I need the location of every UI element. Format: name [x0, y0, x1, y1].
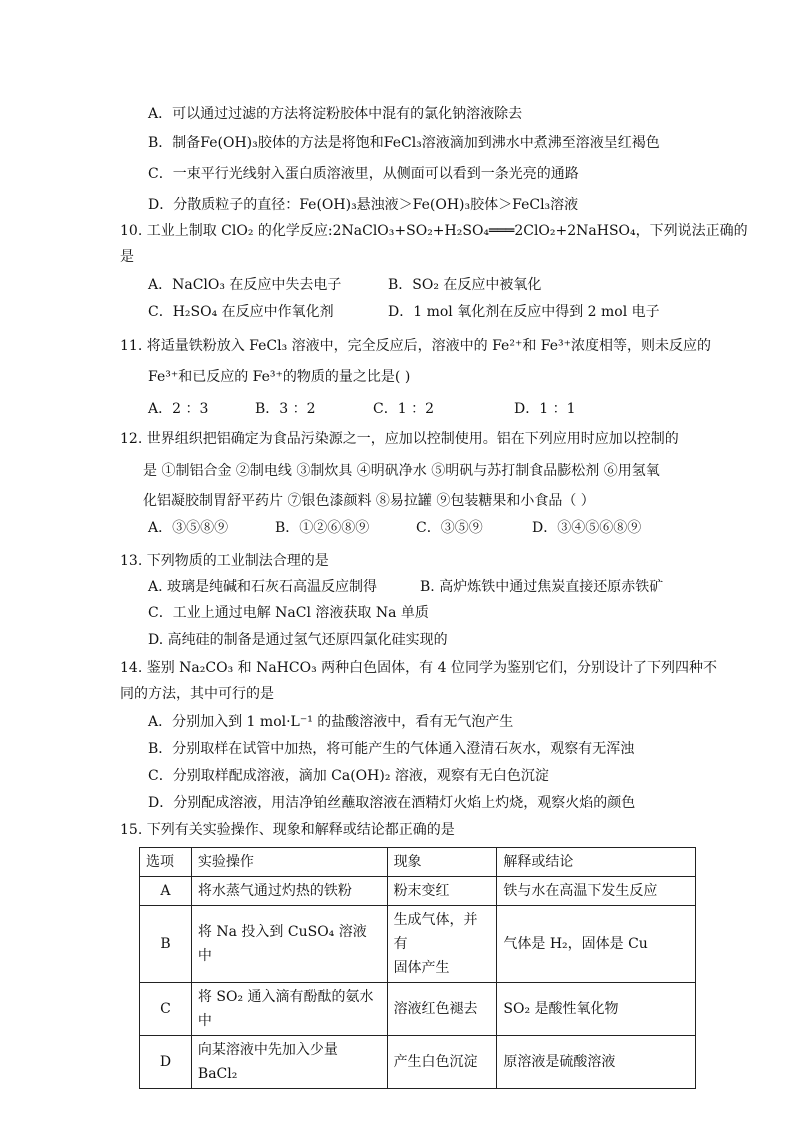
row-option: B [140, 906, 192, 983]
q12-option-c: C．③⑤⑨ [416, 520, 483, 536]
row-phenomenon: 粉末变红 [387, 877, 497, 906]
row-operation: 将 Na 投入到 CuSO₄ 溶液中 [191, 906, 387, 983]
q9-option-a: A．可以通过过滤的方法将淀粉胶体中混有的氯化钠溶液除去 [148, 106, 523, 122]
q9-option-c: C．一束平行光线射入蛋白质溶液里，从侧面可以看到一条光亮的通路 [148, 166, 579, 182]
table-row [140, 906, 696, 983]
q14-stem-line2: 同的方法，其中可行的是 [120, 686, 274, 702]
table-row [140, 877, 696, 906]
row-phenomenon: 产生白色沉淀 [387, 1036, 497, 1089]
q13-option-b: B. 高炉炼铁中通过焦炭直接还原赤铁矿 [420, 579, 664, 595]
q11-option-a: A．2 ：3 [148, 401, 209, 417]
q12-option-a: A．③⑤⑧⑨ [148, 520, 229, 536]
row-option: D [140, 1036, 192, 1089]
row-operation: 向某溶液中先加入少量 BaCl₂ [191, 1036, 387, 1089]
q13-stem: 13. 下列物质的工业制法合理的是 [120, 553, 329, 569]
header-conclusion: 解释或结论 [497, 848, 696, 877]
q12-stem-line1: 12. 世界组织把铝确定为食品污染源之一，应加以控制使用。铝在下列应用时应加以控制的 [120, 431, 679, 447]
table-row [140, 983, 696, 1036]
q14-option-b: B．分别取样在试管中加热，将可能产生的气体通入澄清石灰水，观察有无浑浊 [148, 741, 635, 757]
q13-option-d: D. 高纯硅的制备是通过氢气还原四氯化硅实现的 [148, 632, 448, 648]
q10-stem-line1: 10. 工业上制取 ClO₂ 的化学反应:2NaClO₃+SO₂+H₂SO₄═══2ClO₂+2NaHSO₄，下列说法正确的 [120, 223, 748, 239]
q10-stem-line2: 是 [120, 249, 134, 265]
q11-option-b: B．3 ：2 [255, 401, 316, 417]
row-operation: 将水蒸气通过灼热的铁粉 [191, 877, 387, 906]
row-option: C [140, 983, 192, 1036]
q13-option-c: C．工业上通过电解 NaCl 溶液获取 Na 单质 [148, 605, 429, 621]
q11-stem-line1: 11. 将适量铁粉放入 FeCl₃ 溶液中，完全反应后，溶液中的 Fe²⁺和 Fe³⁺浓度相等，则未反应的 [120, 338, 712, 354]
q10-option-d: D．1 mol 氧化剂在反应中得到 2 mol 电子 [388, 304, 660, 320]
q10-option-b: B．SO₂ 在反应中被氧化 [388, 277, 542, 293]
q14-stem-line1: 14. 鉴别 Na₂CO₃ 和 NaHCO₃ 两种白色固体，有 4 位同学为鉴别它们，分别设计了下列四种不 [120, 660, 717, 676]
header-phenomenon: 现象 [387, 848, 497, 877]
row-option: A [140, 877, 192, 906]
q10-option-a: A．NaClO₃ 在反应中失去电子 [148, 277, 342, 293]
row-conclusion: 铁与水在高温下发生反应 [497, 877, 696, 906]
q14-option-c: C．分别取样配成溶液，滴加 Ca(OH)₂ 溶液，观察有无白色沉淀 [148, 768, 549, 784]
row-phenomenon: 溶液红色褪去 [387, 983, 497, 1036]
row-phenomenon [387, 906, 497, 983]
q9-option-b: B．制备Fe(OH)₃胶体的方法是将饱和FeCl₃溶液滴加到沸水中煮沸至溶液呈红褐色 [148, 135, 660, 151]
q12-option-b: B．①②⑥⑧⑨ [275, 520, 370, 536]
q15-stem: 15. 下列有关实验操作、现象和解释或结论都正确的是 [120, 822, 455, 838]
q12-option-d: D．③④⑤⑥⑧⑨ [532, 520, 642, 536]
row-phenomenon-line2: 固体产生 [393, 960, 450, 976]
q11-stem-line2: Fe³⁺和已反应的 Fe³⁺的物质的量之比是( ) [148, 369, 411, 385]
header-option: 选项 [140, 848, 192, 877]
table-row [140, 1036, 696, 1089]
q14-option-d: D．分别配成溶液，用洁净铂丝蘸取溶液在酒精灯火焰上灼烧，观察火焰的颜色 [148, 795, 636, 811]
table-header-row [140, 848, 696, 877]
q14-option-a: A．分别加入到 1 mol·L⁻¹ 的盐酸溶液中，看有无气泡产生 [148, 714, 514, 730]
q10-option-c: C．H₂SO₄ 在反应中作氧化剂 [148, 304, 334, 320]
row-conclusion: 原溶液是硫酸溶液 [497, 1036, 696, 1089]
row-conclusion: 气体是 H₂，固体是 Cu [497, 906, 696, 983]
q15-table [139, 847, 696, 1089]
header-operation: 实验操作 [191, 848, 387, 877]
q13-option-a: A. 玻璃是纯碱和石灰石高温反应制得 [148, 579, 378, 595]
q11-option-d: D．1 ：1 [514, 401, 576, 417]
q12-stem-line2: 是 ①制铝合金 ②制电线 ③制炊具 ④明矾净水 ⑤明矾与苏打制食品膨松剂 ⑥用氢氧 [143, 463, 660, 479]
row-conclusion: SO₂ 是酸性氧化物 [497, 983, 696, 1036]
q12-stem-line3: 化铝凝胶制胃舒平药片 ⑦银色漆颜料 ⑧易拉罐 ⑨包装糖果和小食品（ ） [143, 493, 595, 509]
row-operation: 将 SO₂ 通入滴有酚酞的氨水中 [191, 983, 387, 1036]
q9-option-d: D．分散质粒子的直径：Fe(OH)₃悬浊液＞Fe(OH)₃胶体＞FeCl₃溶液 [148, 197, 579, 213]
row-phenomenon-line1: 生成气体，并有 [393, 912, 478, 952]
q11-option-c: C．1 ：2 [373, 401, 434, 417]
